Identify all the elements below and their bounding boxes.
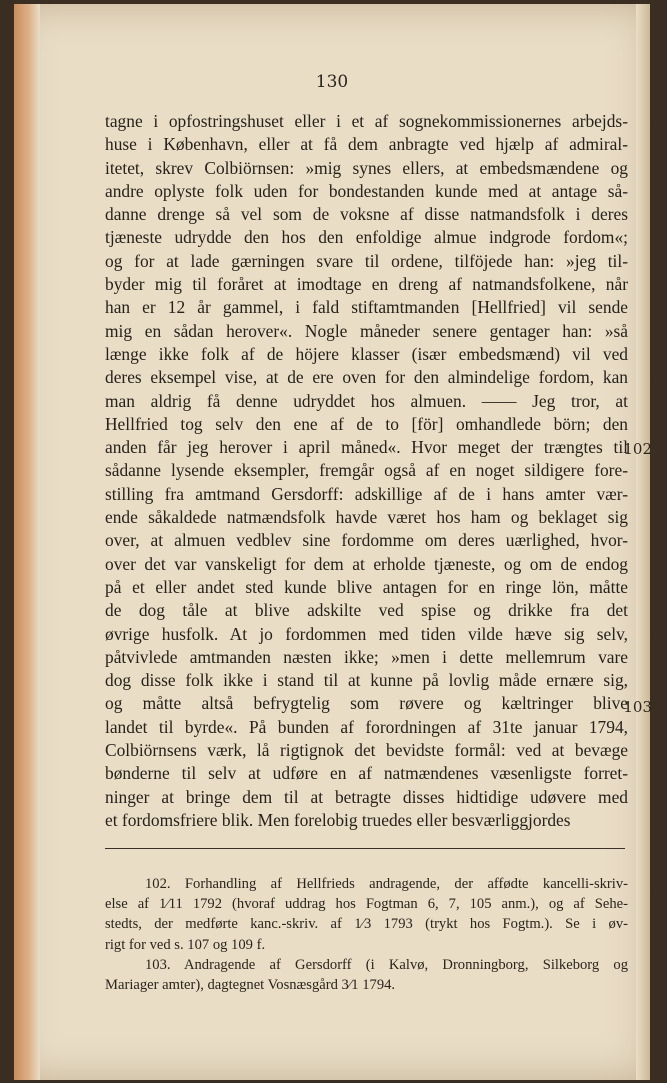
text-line: øvrige husfolk. At jo fordommen med tiden vilde hæve sig selv, — [105, 623, 628, 644]
body-text — [105, 110, 628, 832]
text-line: anden får jeg herover i april måned«. Hvor meget der trængtes til — [105, 437, 628, 458]
text-line: på et eller andet sted kunde blive antagen for en ringe lön, måtte — [105, 576, 628, 597]
text-line: ninger at bringe dem til at betragte disses hidtidige udøvere med — [105, 786, 628, 807]
text-line: han er 12 år gammel, i fald stiftamtmanden [Hellfried] vil sende — [105, 297, 628, 318]
edge-page-number-top: 102 — [623, 440, 652, 458]
text-line: et fordomsfriere blik. Men forelobig truedes eller besværliggjordes — [105, 809, 571, 830]
text-line: tagne i opfostringshuset eller i et af sognekommissionernes arbejds- — [105, 111, 628, 131]
footnotes — [105, 874, 628, 995]
text-line: deres eksempel vise, at de ere oven for den almindelige fordom, kan — [105, 367, 628, 388]
text-line: de dog tåle at blive adskilte ved spise og drikke fra det — [105, 600, 628, 621]
text-line: tjæneste udrydde den hos den enfoldige almue indgrode fordom«; — [105, 227, 628, 248]
edge-page-number-bottom: 103 — [623, 698, 652, 716]
text-line: byder mig til foråret at imodtage en dreng af natmandsfolkene, når — [105, 274, 628, 295]
footnote-line: 103. Andragende af Gersdorff (i Kalvø, Dronningborg, Silkeborg og — [145, 956, 628, 973]
text-line: landet til byrde«. På bunden af forordningen af 31te januar 1794, — [105, 716, 628, 737]
footnote-line: 102. Forhandling af Hellfrieds andragende, der affødte kancelli-skriv- — [145, 876, 628, 892]
text-line: sådanne lysende eksempler, fremgår også af en noget sildigere fore- — [105, 460, 628, 481]
text-line: huse i København, eller at få dem anbragte ved hjælp af admiral- — [105, 134, 628, 155]
text-line: man aldrig få denne udryddet hos almuen. —— Jeg tror, at — [105, 390, 628, 411]
text-line: itetet, skrev Colbiörnsen: »mig synes ellers, at embedsmændene og — [105, 157, 628, 178]
page-right-edge — [636, 4, 650, 1080]
footnote-line: Mariager amter), dagtegnet Vosnæsgård 3⁄1 1794. — [105, 976, 396, 993]
text-line: danne drenge så vel som de voksne af disse natmandsfolk i deres — [105, 204, 628, 225]
text-line: over, at almuen vedblev sine fordomme om deres uærlighed, hvor- — [105, 530, 628, 551]
page-number: 130 — [315, 72, 349, 92]
text-line: over det var vanskeligt for dem at erholde tjæneste, og om de endog — [105, 553, 628, 574]
text-line: og for at lade gærningen svare til ordene, tilföjede han: »jeg til- — [105, 250, 628, 271]
footnote-divider — [105, 848, 625, 849]
footnote-line: rigt for ved s. 107 og 109 f. — [105, 936, 266, 953]
footnote-line: stedts, der medførte kanc.-skriv. af 1⁄3 1793 (trykt hos Fogtm.). Se i øv- — [105, 916, 628, 933]
text-line: andre oplyste folk uden for bondestanden kunde med at antage så- — [105, 180, 628, 201]
text-line: dog disse folk ikke i stand til at kunne på lovlig måde ernære sig, — [105, 670, 628, 691]
text-line: ende såkaldede natmændsfolk havde været hos ham og beklaget sig — [105, 507, 628, 528]
text-line: mig en sådan herover«. Nogle måneder senere gentager han: »så — [105, 320, 628, 341]
text-line: længe ikke folk af de höjere klasser (især embedsmænd) vil ved — [105, 343, 628, 364]
text-line: bønderne til selv at udføre en af natmændenes væsenligste forret- — [105, 763, 628, 784]
text-line: Hellfried tog selv den ene af de to [för] omhandlede börn; den — [105, 413, 628, 434]
page-spine-shadow — [14, 4, 40, 1080]
text-line: stilling fra amtmand Gersdorff: adskillige af de i hans amter vær- — [105, 483, 628, 504]
text-line: Colbiörnsens værk, lå rigtignok det bevidste formål: ved at bevæge — [105, 740, 628, 761]
text-line: og måtte altså befrygtelig som røvere og kæltringer blive — [105, 693, 628, 714]
footnote-line: else af 1⁄11 1792 (hvoraf uddrag hos Fogtman 6, 7, 105 anm.), og af Sehe- — [105, 896, 628, 913]
text-line: påtvivlede amtmanden næsten ikke; »men i dette mellemrum vare — [105, 646, 628, 667]
